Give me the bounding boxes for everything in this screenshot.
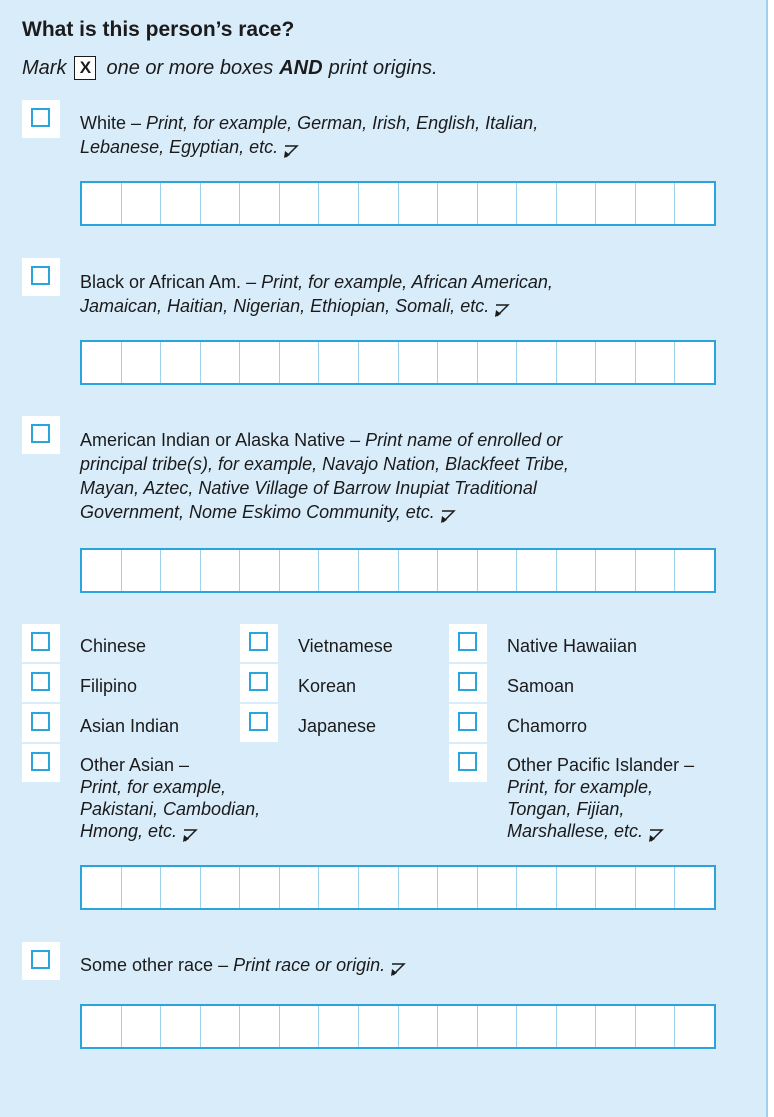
dash: – — [241, 272, 262, 292]
arrow-down-left-icon — [282, 143, 300, 159]
white-checkbox[interactable] — [22, 100, 60, 138]
instruction-end: print origins. — [328, 56, 438, 79]
character-cell — [240, 183, 280, 224]
other-pacific-hint-line2: Tongan, Fijian, — [507, 799, 625, 819]
character-cell — [201, 342, 241, 383]
american-indian-hint-line3: Mayan, Aztec, Native Village of Barrow Inupiat Traditional — [80, 478, 537, 498]
character-cell — [399, 183, 439, 224]
character-cell — [319, 342, 359, 383]
character-cell — [359, 550, 399, 591]
character-cell — [359, 183, 399, 224]
character-cell — [319, 867, 359, 908]
character-cell — [557, 183, 597, 224]
black-checkbox[interactable] — [22, 258, 60, 296]
character-cell — [438, 1006, 478, 1047]
character-cell — [675, 550, 714, 591]
character-cell — [161, 550, 201, 591]
character-cell — [596, 1006, 636, 1047]
character-cell — [201, 550, 241, 591]
character-cell — [240, 1006, 280, 1047]
instruction-middle: one or more boxes — [106, 56, 274, 79]
korean-checkbox[interactable] — [240, 664, 278, 702]
character-cell — [82, 550, 122, 591]
character-cell — [517, 1006, 557, 1047]
character-cell — [280, 342, 320, 383]
white-label-text: White — [80, 113, 127, 133]
other-asian-hint-line1: Print, for example, — [80, 777, 227, 797]
other-asian-label-text: Other Asian – — [80, 755, 190, 775]
asian-pacific-write-in-field[interactable] — [80, 865, 716, 910]
other-pacific-hint-line1: Print, for example, — [507, 777, 654, 797]
dash: – — [126, 113, 147, 133]
character-cell — [517, 183, 557, 224]
character-cell — [82, 1006, 122, 1047]
asian-indian-label: Asian Indian — [80, 716, 180, 736]
character-cell — [478, 183, 518, 224]
question-title: What is this person’s race? — [22, 18, 295, 41]
character-cell — [82, 183, 122, 224]
character-cell — [240, 867, 280, 908]
other-asian-label — [80, 754, 260, 843]
other-pacific-islander-label — [507, 754, 694, 843]
other-pacific-islander-checkbox[interactable] — [449, 744, 487, 782]
character-cell — [636, 1006, 676, 1047]
arrow-down-left-icon — [647, 827, 665, 843]
character-cell — [161, 867, 201, 908]
vietnamese-checkbox[interactable] — [240, 624, 278, 662]
arrow-down-left-icon — [389, 961, 407, 977]
some-other-race-hint: Print race or origin. — [233, 955, 386, 975]
character-cell — [517, 342, 557, 383]
character-cell — [122, 183, 162, 224]
black-write-in-field[interactable] — [80, 340, 716, 385]
character-cell — [636, 183, 676, 224]
american-indian-label — [80, 428, 740, 524]
chamorro-label: Chamorro — [507, 716, 588, 736]
character-cell — [240, 550, 280, 591]
other-asian-hint-line2: Pakistani, Cambodian, — [80, 799, 261, 819]
character-cell — [201, 183, 241, 224]
character-cell — [319, 550, 359, 591]
arrow-down-left-icon — [181, 827, 199, 843]
other-asian-checkbox[interactable] — [22, 744, 60, 782]
character-cell — [359, 867, 399, 908]
some-other-race-label-text: Some other race — [80, 955, 214, 975]
character-cell — [201, 1006, 241, 1047]
japanese-checkbox[interactable] — [240, 704, 278, 742]
character-cell — [161, 183, 201, 224]
character-cell — [517, 550, 557, 591]
dash: – — [213, 955, 234, 975]
character-cell — [596, 867, 636, 908]
instruction-mark: Mark — [22, 56, 67, 79]
character-cell — [280, 867, 320, 908]
character-cell — [399, 342, 439, 383]
character-cell — [517, 867, 557, 908]
some-other-race-checkbox[interactable] — [22, 942, 60, 980]
samoan-label: Samoan — [507, 676, 575, 696]
character-cell — [478, 867, 518, 908]
american-indian-label-text: American Indian or Alaska Native — [80, 430, 346, 450]
white-write-in-field[interactable] — [80, 181, 716, 226]
instruction-and: AND — [279, 56, 323, 79]
other-pacific-label-text: Other Pacific Islander – — [507, 755, 695, 775]
character-cell — [82, 342, 122, 383]
some-other-race-write-in-field[interactable] — [80, 1004, 716, 1049]
black-label-text: Black or African Am. — [80, 272, 242, 292]
character-cell — [399, 550, 439, 591]
character-cell — [596, 550, 636, 591]
samoan-checkbox[interactable] — [449, 664, 487, 702]
filipino-checkbox[interactable] — [22, 664, 60, 702]
character-cell — [161, 342, 201, 383]
character-cell — [596, 342, 636, 383]
chinese-label: Chinese — [80, 636, 147, 656]
character-cell — [359, 1006, 399, 1047]
character-cell — [636, 867, 676, 908]
native-hawaiian-checkbox[interactable] — [449, 624, 487, 662]
dash: – — [345, 430, 366, 450]
character-cell — [280, 1006, 320, 1047]
character-cell — [675, 1006, 714, 1047]
character-cell — [359, 342, 399, 383]
character-cell — [280, 550, 320, 591]
character-cell — [122, 342, 162, 383]
character-cell — [478, 342, 518, 383]
x-mark-example-icon: X — [74, 56, 96, 80]
white-label — [80, 111, 720, 159]
character-cell — [280, 183, 320, 224]
chinese-checkbox[interactable] — [22, 624, 60, 662]
character-cell — [438, 550, 478, 591]
american-indian-checkbox[interactable] — [22, 416, 60, 454]
character-cell — [675, 183, 714, 224]
arrow-down-left-icon — [439, 508, 457, 524]
character-cell — [438, 342, 478, 383]
black-label — [80, 270, 740, 318]
character-cell — [161, 1006, 201, 1047]
american-indian-hint-line1: Print name of enrolled or — [365, 430, 563, 450]
character-cell — [596, 183, 636, 224]
character-cell — [399, 867, 439, 908]
character-cell — [201, 867, 241, 908]
character-cell — [82, 867, 122, 908]
other-pacific-hint-line3: Marshallese, etc. — [507, 821, 644, 841]
character-cell — [122, 1006, 162, 1047]
vietnamese-label: Vietnamese — [298, 636, 393, 656]
character-cell — [478, 550, 518, 591]
white-hint-line2: Lebanese, Egyptian, etc. — [80, 137, 279, 157]
character-cell — [438, 183, 478, 224]
asian-indian-checkbox[interactable] — [22, 704, 60, 742]
american-indian-hint-line2: principal tribe(s), for example, Navajo Nation, Blackfeet Tribe, — [80, 454, 569, 474]
character-cell — [675, 867, 714, 908]
character-cell — [399, 1006, 439, 1047]
character-cell — [438, 867, 478, 908]
character-cell — [557, 867, 597, 908]
character-cell — [557, 1006, 597, 1047]
some-other-race-label — [80, 953, 407, 977]
other-asian-hint-line3: Hmong, etc. — [80, 821, 178, 841]
white-hint-line1: Print, for example, German, Irish, English, Italian, — [146, 113, 539, 133]
japanese-label: Japanese — [298, 716, 377, 736]
native-hawaiian-label: Native Hawaiian — [507, 636, 638, 656]
character-cell — [675, 342, 714, 383]
character-cell — [319, 183, 359, 224]
character-cell — [557, 550, 597, 591]
black-hint-line2: Jamaican, Haitian, Nigerian, Ethiopian, Somali, etc. — [80, 296, 490, 316]
american-indian-write-in-field[interactable] — [80, 548, 716, 593]
character-cell — [636, 550, 676, 591]
instruction — [22, 56, 438, 80]
character-cell — [557, 342, 597, 383]
arrow-down-left-icon — [493, 302, 511, 318]
black-hint-line1: Print, for example, African American, — [261, 272, 553, 292]
filipino-label: Filipino — [80, 676, 138, 696]
korean-label: Korean — [298, 676, 357, 696]
character-cell — [122, 550, 162, 591]
american-indian-hint-line4: Government, Nome Eskimo Community, etc. — [80, 502, 435, 522]
chamorro-checkbox[interactable] — [449, 704, 487, 742]
character-cell — [319, 1006, 359, 1047]
character-cell — [240, 342, 280, 383]
character-cell — [122, 867, 162, 908]
character-cell — [636, 342, 676, 383]
character-cell — [478, 1006, 518, 1047]
